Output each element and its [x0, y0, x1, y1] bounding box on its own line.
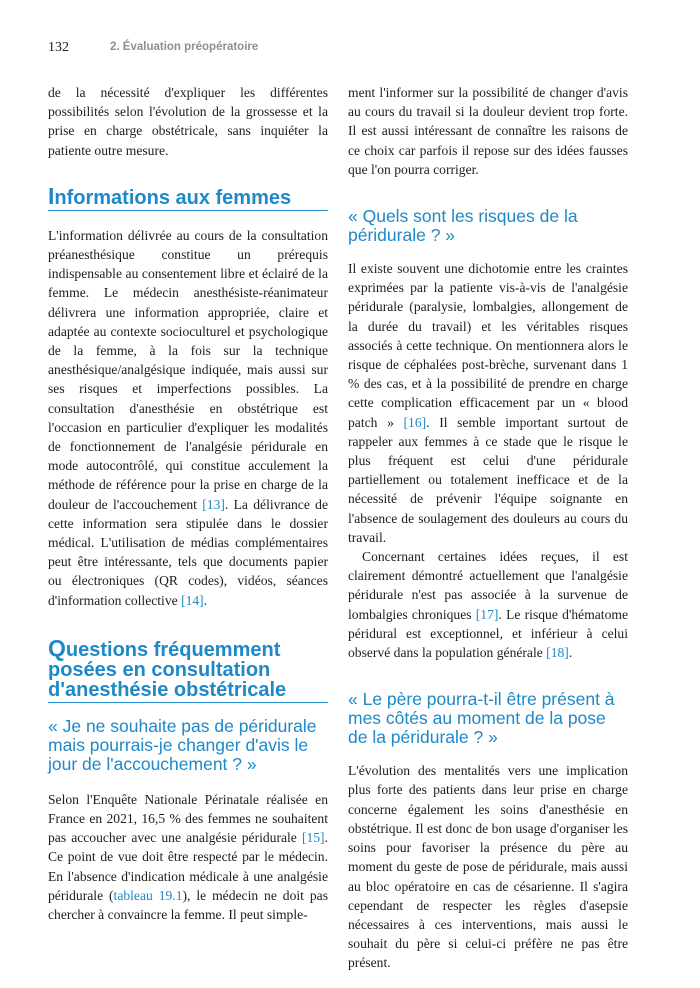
reference-14[interactable]: [14] — [181, 592, 204, 608]
heading-informations-aux-femmes: Informations aux femmes — [48, 186, 328, 211]
paragraph-continued: ment l'informer sur la possibilité de changer d'avis au cours du travail si la douleur devient trop forte. Il est aussi intéressant de connaître les raisons de ce choix car parfois il repose sur des idées fausses que l'on pourra corriger. — [348, 85, 628, 177]
left-column — [48, 83, 328, 924]
paragraph-presence-pere: L'évolution des mentalités vers une implication plus forte des patients dans leur prise en charge concerne également les soins d'anesthésie en obstétrique. Il est donc de bon usage d'organiser les soins pour favoriser la présence du père au moment du geste de pose de péridurale, mais aussi au bloc opératoire en cas de césarienne. Il s'agira cependant de respecter les règles d'asepsie nécessaires à ces interventions, mais aussi le souhait du père si celui-ci préfère ne pas être présent. — [348, 763, 628, 971]
reference-13[interactable]: [13] — [202, 496, 225, 512]
paragraph-continuation: de la nécessité d'expliquer les différentes possibilités selon l'évolution de la grossesse et la prise en charge obstétricale, sans inquiéter la patiente outre mesure. — [48, 85, 328, 158]
subheading-changer-avis: « Je ne souhaite pas de péridurale mais pourrais-je changer d'avis le jour de l'accouchement ? » — [48, 715, 317, 774]
right-column — [348, 83, 628, 973]
subheading-risques-peridurale: « Quels sont les risques de la péridurale ? » — [348, 206, 578, 246]
paragraph-enquete-nationale: Selon l'Enquête Nationale Périnatale réalisée en France en 2021, 16,5 % des femmes ne souhaitent pas accoucher avec une analgésie péridurale [15]. Ce point de vue doit être respecté par le médecin. En l'absence d'indication médicale à une analgésie péridurale (tableau 19.1), le médecin ne doit pas chercher à convaincre la femme. Il peut simple- — [48, 791, 328, 923]
heading-questions-frequentes: Questions fréquemment posées en consultation d'anesthésie obstétricale — [48, 638, 328, 703]
chapter-title: 2. Évaluation préopératoire — [110, 41, 259, 53]
reference-17[interactable]: [17] — [475, 606, 499, 622]
table-reference-19-1[interactable]: tableau 19.1 — [113, 887, 183, 903]
subheading-presence-pere: « Le père pourra-t-il être présent à mes côtés au moment de la pose de la péridurale ? » — [348, 689, 615, 748]
reference-16[interactable]: [16] — [403, 414, 427, 430]
paragraph-idees-recues: Concernant certaines idées reçues, il est clairement démontré actuellement que l'analgésie péridurale n'est pas associée à la survenue de lombalgies chroniques [17]. Le risque d'hématome péridural est exceptionnel, et inférieur à celui observé dans la population générale [18]. — [348, 549, 628, 661]
paragraph-information: L'information délivrée au cours de la consultation préanesthésique constitue un prérequis indispensable au consentement libre et éclairé de la femme. Le médecin anesthésiste-réanimateur délivrera une information appropriée, claire et adaptée au contexte socioculturel et psychologique de la femme, à la fois sur la technique anesthésique/analgésique indiquée, mais aussi sur ses risques et imperfections possibles. La consultation d'anesthésie en obstétrique est l'occasion en particulier d'expliquer les modalités de fonctionnement de l'analgésie péridurale en mode autocontrôlé, qui constitue acculement la méthode de référence pour la prise en charge de la douleur de l'accouchement [13]. La délivrance de cette information sera stipulée dans le dossier médical. L'utilisation de médias complémentaires peut être intéressante, tels que documents papier ou électroniques (QR codes), vidéos, séances d'information collective [14]. — [48, 227, 328, 608]
paragraph-risques: Il existe souvent une dichotomie entre les craintes exprimées par la patiente vis-à-vis de l'analgésie péridurale (paralysie, lombalgies, allongement de la durée du travail) et les véritables risques associés à cette technique. On mentionnera alors le risque de céphalées post-brèche, survenant dans 1 % des cas, et à la possibilité de prendre en charge cette complication efficacement par un « blood patch » [16]. Il semble important surtout de rappeler aux femmes à ce stade que le risque le plus fréquent est celui d'une péridurale partiellement ou totalement inefficace et de la nécessité de prévenir l'équipe soignante en l'absence de soulagement des douleurs au cours du travail. — [348, 261, 628, 545]
reference-15[interactable]: [15] — [301, 830, 325, 846]
page-number: 132 — [48, 40, 69, 55]
reference-18[interactable]: [18] — [546, 645, 569, 661]
